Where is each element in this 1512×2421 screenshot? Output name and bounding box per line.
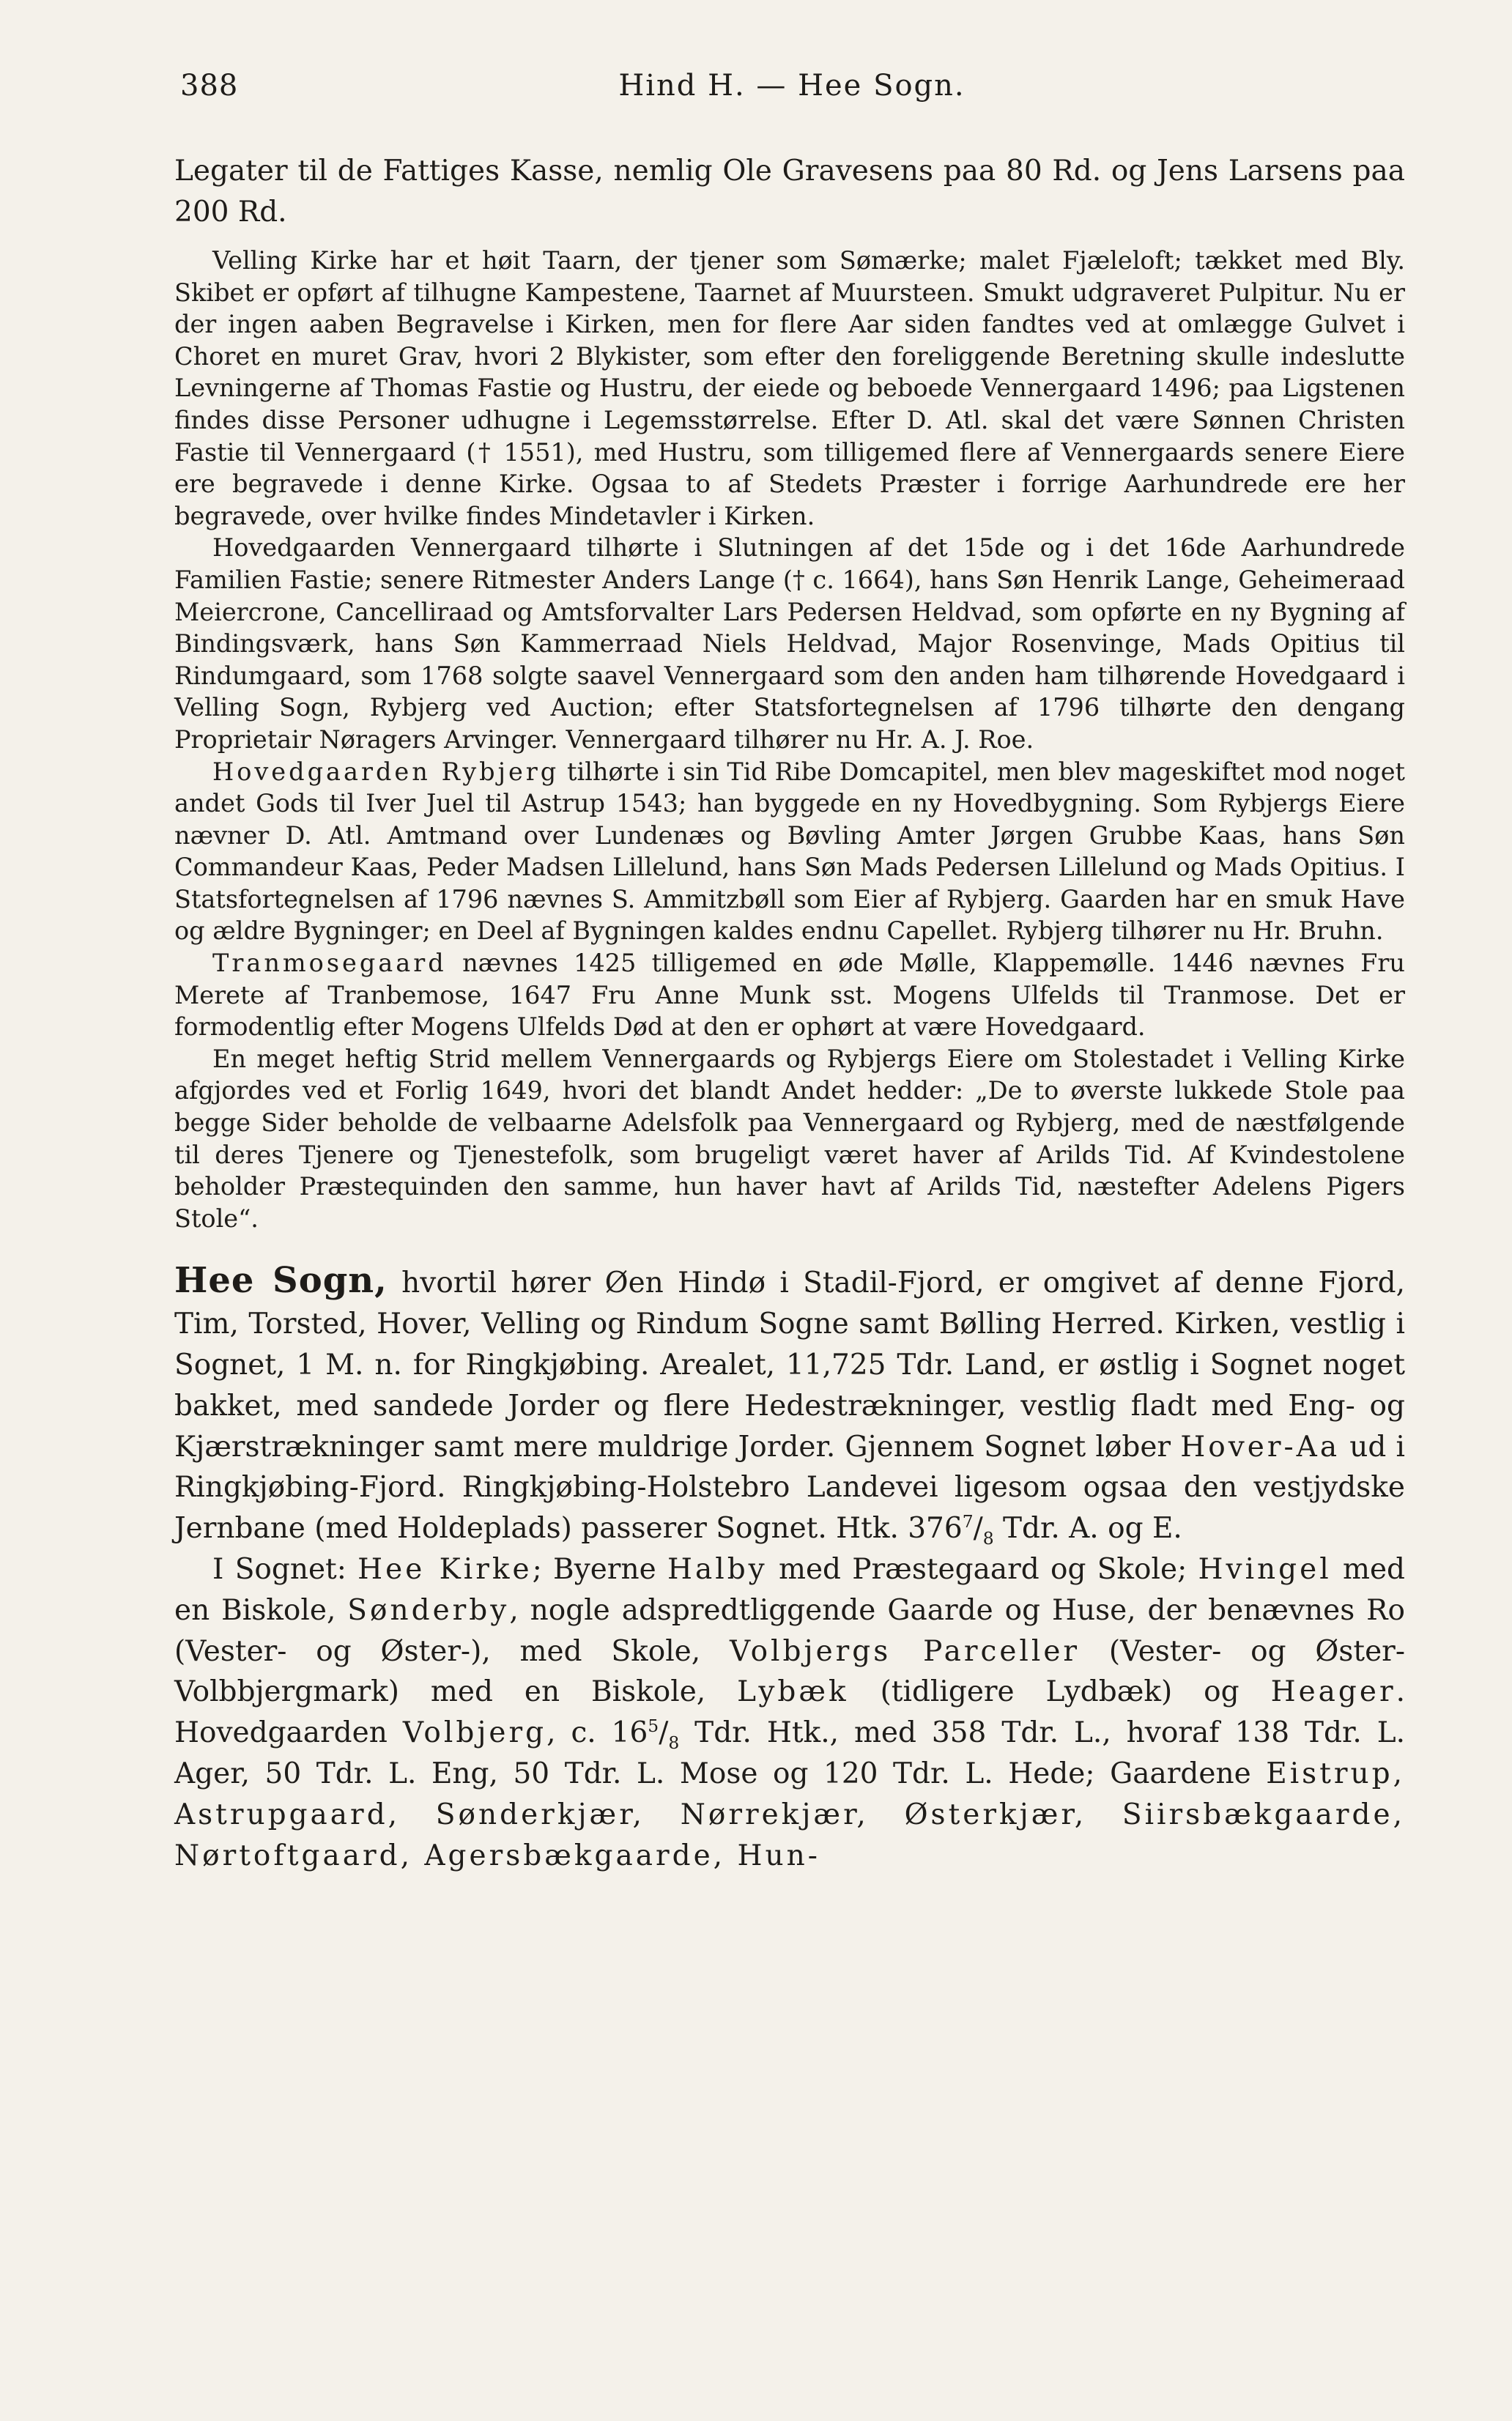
volbjerg-htk-numerator: 5 (648, 1716, 659, 1737)
volbjerg-name: Volbjerg (402, 1716, 547, 1750)
legacy-paragraph: Legater til de Fattiges Kasse, nemlig Ole Gravesens paa 80 Rd. og Jens Larsens paa 200 Rd. (174, 155, 1405, 229)
halby-name: Halby (667, 1552, 768, 1586)
htk-numerator: 7 (962, 1511, 974, 1532)
htk-denominator: 8 (982, 1527, 994, 1549)
sognet-text-c: med en Biskole, (174, 1552, 1406, 1627)
hee-parish-title: Hee Sogn, (174, 1260, 388, 1302)
sonderby-name: Sønderby (347, 1593, 510, 1627)
rybjerg-heading: Hovedgaarden Rybjerg (212, 757, 560, 786)
vennergaard-paragraph (174, 532, 1405, 755)
page-header (174, 64, 1409, 108)
volbjerg-parceller-name: Volbjergs Parceller (729, 1634, 1081, 1668)
hee-parish-section (174, 1261, 1409, 1876)
sognet-text-f: (tidligere Lydbæk) og (848, 1675, 1271, 1709)
hee-parish-text: hvortil hører Øen Hindø i Stadil-Fjord, er omgivet af denne Fjord, Tim, Torsted, Hover, Velling og Rindum Sogne samt Bølling Herred. Kirken, vestlig i Sognet, 1 M. n. for Ringkjøbing. Arealet, 11,725 Tdr. Land, er østlig i Sognet noget bakket, med sandede Jorder og flere Hedestrækninger, vestlig fladt med Eng- og Kjærstrækninger samt mere muldrige Jorder. Gjennem Sognet løber (174, 1267, 1406, 1464)
hee-sognet-paragraph: I Sognet: Hee Kirke; Byerne Halby med Præstegaard og Skole; Hvingel med en Biskole, Sønderby, nogle adspredtliggende Gaarde og Huse, der benævnes Ro (Vester- og Øster-), med Skole, Volbjergs Parceller (Vester- og Øster-Volbbjergmark) med en Biskole, Lybæk (tidligere Lydbæk) og Heager. Hovedgaarden Volbjerg, c. $16^5/_8$ Tdr. Htk., med 358 Tdr. L., hvoraf 138 Tdr. L. Ager, 50 Tdr. L. Eng, 50 Tdr. L. Mose og 120 Tdr. L. Hede; Gaardene Eistrup, Astrupgaard, Sønderkjær, Nørrekjær, Østerkjær, Siirsbækgaarde, Nørtoftgaard, Agersbækgaarde, Hun- (174, 1552, 1406, 1872)
lybaek-name: Lybæk (737, 1675, 849, 1709)
sognet-text-h: , c. 16 (546, 1716, 648, 1750)
hover-aa-name: Hover-Aa (1180, 1430, 1341, 1464)
velling-church-section (174, 245, 1409, 1234)
running-head: Hind H. — Hee Sogn. (618, 69, 966, 103)
tranmosegaard-paragraph (174, 947, 1405, 1043)
hvingel-name: Hvingel (1198, 1552, 1332, 1586)
hee-parish-text-3: Tdr. A. og E. (993, 1512, 1182, 1546)
hee-parish-text-2: ud i Ringkjøbing-Fjord. Ringkjøbing-Holstebro Landevei ligesom ogsaa den vestjydske Jernbane (med Holdeplads) passerer Sognet. Htk. 376 (174, 1430, 1405, 1546)
page-number: 388 (180, 69, 239, 103)
velling-church-paragraph: Velling Kirke har et høit Taarn, der tjener som Sømærke; malet Fjæleloft; tækket med Bly. Skibet er opført af tilhugne Kampestene, Taarnet af Muursteen. Smukt udgraveret Pulpitur. Nu er der ingen aaben Begravelse i Kirken, men for flere Aar siden fandtes ved at omlægge Gulvet i Choret en muret Grav, hvori 2 Blykister, som efter den foreliggende Beretning skulle indeslutte Levningerne af Thomas Fastie og Hustru, der eiede og beboede Vennergaard 1496; paa Ligstenen findes disse Personer udhugne i Legemsstørrelse. Efter D. Atl. skal det være Sønnen Christen Fastie til Vennergaard († 1551), med Hustru, som tilligemed flere af Vennergaards senere Eiere ere begravede i denne Kirke. Ogsaa to af Stedets Præster i forrige Aarhundrede ere her begravede, over hvilke findes Mindetavler i Kirken. (174, 246, 1405, 530)
rybjerg-text: tilhørte i sin Tid Ribe Domcapitel, men blev mageskiftet mod noget andet Gods til Iver Juel til Astrup 1543; han byggede en ny Hovedbygning. Som Rybjergs Eiere nævner D. Atl. Amtmand over Lundenæs og Bøvling Amter Jørgen Grubbe Kaas, hans Søn Commandeur Kaas, Peder Madsen Lillelund, hans Søn Mads Pedersen Lillelund og Mads Opitius. I Statsfortegnelsen af 1796 nævnes S. Ammitzbøll som Eier af Rybjerg. Gaarden har en smuk Have og ældre Bygninger; en Deel af Bygningen kaldes endnu Capellet. Rybjerg tilhører nu Hr. Bruhn. (174, 757, 1406, 946)
heager-name: Heager (1270, 1675, 1396, 1709)
hee-kirke-name: Hee Kirke (357, 1552, 533, 1586)
tranmosegaard-heading: Tranmosegaard (212, 949, 447, 978)
sognet-text-b: med Præstegaard og Skole; (767, 1552, 1198, 1586)
sognet-text-d: , nogle adspredtliggende Gaarde og Huse, der benævnes Ro (Vester- og Øster-), med Skole, (174, 1593, 1406, 1668)
volbjerg-htk-denominator: 8 (668, 1732, 680, 1753)
sognet-intro: I Sognet: (212, 1552, 358, 1586)
farm-names: Eistrup, Astrupgaard, Sønderkjær, Nørrekjær, Østerkjær, Siirsbækgaarde, Nørtoftgaard, Agersbækgaarde, Hun- (174, 1757, 1405, 1872)
sognet-text-i: Tdr. Htk., med 358 Tdr. L., hvoraf 138 Tdr. L. Ager, 50 Tdr. L. Eng, 50 Tdr. L. Mose og 120 Tdr. L. Hede; Gaardene (174, 1716, 1405, 1790)
vennergaard-heading: Hovedgaarden Vennergaard (212, 533, 571, 563)
hee-parish-paragraph: Hee Sogn, hvortil hører Øen Hindø i Stadil-Fjord, er omgivet af denne Fjord, Tim, Torsted, Hover, Velling og Rindum Sogne samt Bølling Herred. Kirken, vestlig i Sognet, 1 M. n. for Ringkjøbing. Arealet, 11,725 Tdr. Land, er østlig i Sognet noget bakket, med sandede Jorder og flere Hedestrækninger, vestlig fladt med Eng- og Kjærstrækninger samt mere muldrige Jorder. Gjennem Sognet løber Hover-Aa ud i Ringkjøbing-Fjord. Ringkjøbing-Holstebro Landevei ligesom ogsaa den vestjydske Jernbane (med Holdeplads) passerer Sognet. Htk. $376^7/_8$ Tdr. A. og E. (174, 1260, 1406, 1549)
sognet-text-e: (Vester- og Øster-Volbbjergmark) med en Biskole, (174, 1634, 1405, 1709)
sognet-text-a: ; Byerne (532, 1552, 667, 1586)
pew-dispute-paragraph: En meget heftig Strid mellem Vennergaards og Rybjergs Eiere om Stolestadet i Velling Kirke afgjordes ved et Forlig 1649, hvori det blandt Andet hedder: „De to øverste lukkede Stole paa begge Sider beholde de velbaarne Adelsfolk paa Vennergaard og Rybjerg, med de næstfølgende til deres Tjenere og Tjenestefolk, som brugeligt været haver af Arilds Tid. Af Kvindestolene beholder Præstequinden den samme, hun haver havt af Arilds Tid, næstefter Adelens Pigers Stole“. (174, 1044, 1405, 1233)
sognet-text-g: . Hovedgaarden (174, 1675, 1405, 1750)
tranmosegaard-text: nævnes 1425 tilligemed en øde Mølle, Klappemølle. 1446 nævnes Fru Merete af Tranbemose, 1647 Fru Anne Munk sst. Mogens Ulfelds til Tranmose. Det er formodentlig efter Mogens Ulfelds Død at den er ophørt at være Hovedgaard. (174, 949, 1405, 1042)
rybjerg-paragraph (174, 756, 1405, 948)
vennergaard-text: tilhørte i Slutningen af det 15de og i det 16de Aarhundrede Familien Fastie; senere Ritmester Anders Lange († c. 1664), hans Søn Henrik Lange, Geheimeraad Meiercrone, Cancelliraad og Amtsforvalter Lars Pedersen Heldvad, som opførte en ny Bygning af Bindingsværk, hans Søn Kammerraad Niels Heldvad, Major Rosenvinge, Mads Opitius til Rindumgaard, som 1768 solgte saavel Vennergaard som den anden ham tilhørende Hovedgaard i Velling Sogn, Rybjerg ved Auction; efter Statsfortegnelsen af 1796 tilhørte den dengang Proprietair Nøragers Arvinger. Vennergaard tilhører nu Hr. A. J. Roe. (174, 533, 1405, 754)
